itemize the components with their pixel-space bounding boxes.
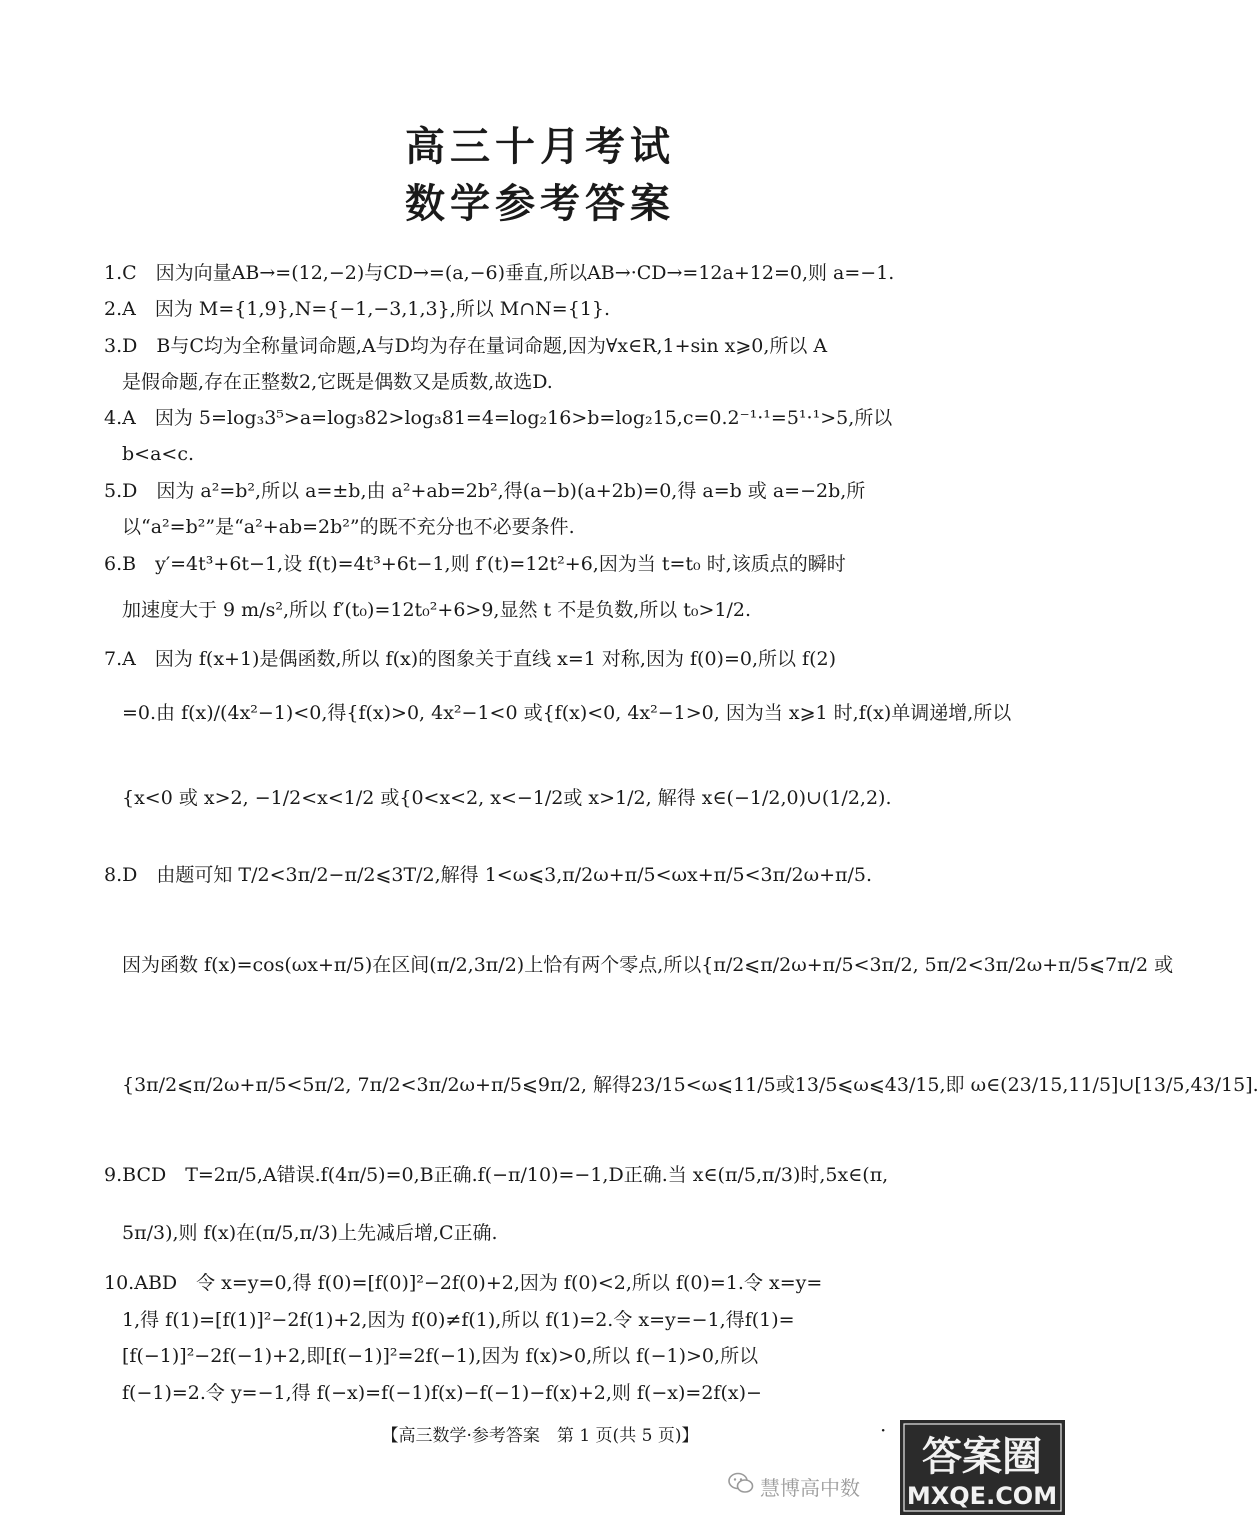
answer-line: 3.D B与C均为全称量词命题,A与D均为存在量词命题,因为∀x∈R,1+sin x⩾0,所以 A — [104, 335, 828, 357]
answer-line: 2.A 因为 M={1,9},N={−1,−3,1,3},所以 M∩N={1}. — [104, 298, 611, 320]
answer-line: f(−1)=2.令 y=−1,得 f(−x)=f(−1)f(x)−f(−1)−f(x)+2,则 f(−x)=2f(x)− — [122, 1382, 762, 1404]
answer-line: 10.ABD 令 x=y=0,得 f(0)=[f(0)]²−2f(0)+2,因为 f(0)<2,所以 f(0)=1.令 x=y= — [104, 1272, 823, 1294]
answer-line: 因为函数 f(x)=cos(ωx+π/5)在区间(π/2,3π/2)上恰有两个零点,所以{π/2⩽π/2ω+π/5<3π/2, 5π/2<3π/2ω+π/5⩽7π/2 或 — [122, 954, 1174, 976]
logo-domain: MXQE.COM — [906, 1482, 1058, 1510]
footer-dot: · — [880, 1418, 887, 1442]
answer-line: 以“a²=b²”是“a²+ab=2b²”的既不充分也不必要条件. — [122, 516, 575, 538]
logo-title: 答案圈 — [922, 1434, 1042, 1480]
wechat-icon — [728, 1472, 754, 1494]
answer-line: 7.A 因为 f(x+1)是偶函数,所以 f(x)的图象关于直线 x=1 对称,因为 f(0)=0,所以 f(2) — [104, 648, 836, 670]
answer-line: 1,得 f(1)=[f(1)]²−2f(1)+2,因为 f(0)≠f(1),所以 f(1)=2.令 x=y=−1,得f(1)= — [122, 1309, 795, 1331]
watermark-account-name: 慧博高中数 — [760, 1476, 860, 1500]
answer-line: 9.BCD T=2π/5,A错误.f(4π/5)=0,B正确.f(−π/10)=−1,D正确.当 x∈(π/5,π/3)时,5x∈(π, — [104, 1164, 889, 1186]
answer-line: [f(−1)]²−2f(−1)+2,即[f(−1)]²=2f(−1),因为 f(x)>0,所以 f(−1)>0,所以 — [122, 1345, 759, 1367]
answer-line: 6.B y′=4t³+6t−1,设 f(t)=4t³+6t−1,则 f′(t)=12t²+6,因为当 t=t₀ 时,该质点的瞬时 — [104, 553, 846, 575]
answer-line: 5π/3),则 f(x)在(π/5,π/3)上先减后增,C正确. — [122, 1222, 498, 1244]
answer-circle-logo — [900, 1420, 1065, 1515]
answer-line: b<a<c. — [122, 443, 195, 465]
answer-line: {3π/2⩽π/2ω+π/5<5π/2, 7π/2<3π/2ω+π/5⩽9π/2, 解得23/15<ω⩽11/5或13/5⩽ω⩽43/15,即 ω∈(23/15,11/5]∪[13/5,43/15]. — [122, 1074, 1259, 1096]
exam-title: 高三十月考试 — [405, 123, 675, 170]
answer-title: 数学参考答案 — [405, 180, 675, 227]
answer-line: {x<0 或 x>2, −1/2<x<1/2 或{0<x<2, x<−1/2或 x>1/2, 解得 x∈(−1/2,0)∪(1/2,2). — [122, 787, 892, 809]
answer-line: 8.D 由题可知 T/2<3π/2−π/2⩽3T/2,解得 1<ω⩽3,π/2ω+π/5<ωx+π/5<3π/2ω+π/5. — [104, 864, 873, 886]
answer-line: 是假命题,存在正整数2,它既是偶数又是质数,故选D. — [122, 371, 553, 393]
page-footer: 【高三数学·参考答案 第 1 页(共 5 页)】 — [381, 1426, 699, 1446]
answer-line: =0.由 f(x)/(4x²−1)<0,得{f(x)>0, 4x²−1<0 或{f(x)<0, 4x²−1>0, 因为当 x⩾1 时,f(x)单调递增,所以 — [122, 702, 1012, 724]
answer-line: 5.D 因为 a²=b²,所以 a=±b,由 a²+ab=2b²,得(a−b)(a+2b)=0,得 a=b 或 a=−2b,所 — [104, 480, 866, 502]
answer-line: 加速度大于 9 m/s²,所以 f′(t₀)=12t₀²+6>9,显然 t 不是负数,所以 t₀>1/2. — [122, 599, 752, 621]
answer-line: 1.C 因为向量AB→=(12,−2)与CD→=(a,−6)垂直,所以AB→·CD→=12a+12=0,则 a=−1. — [104, 262, 895, 284]
answer-line: 4.A 因为 5=log₃3⁵>a=log₃82>log₃81=4=log₂16>b=log₂15,c=0.2⁻¹·¹=5¹·¹>5,所以 — [104, 407, 893, 429]
